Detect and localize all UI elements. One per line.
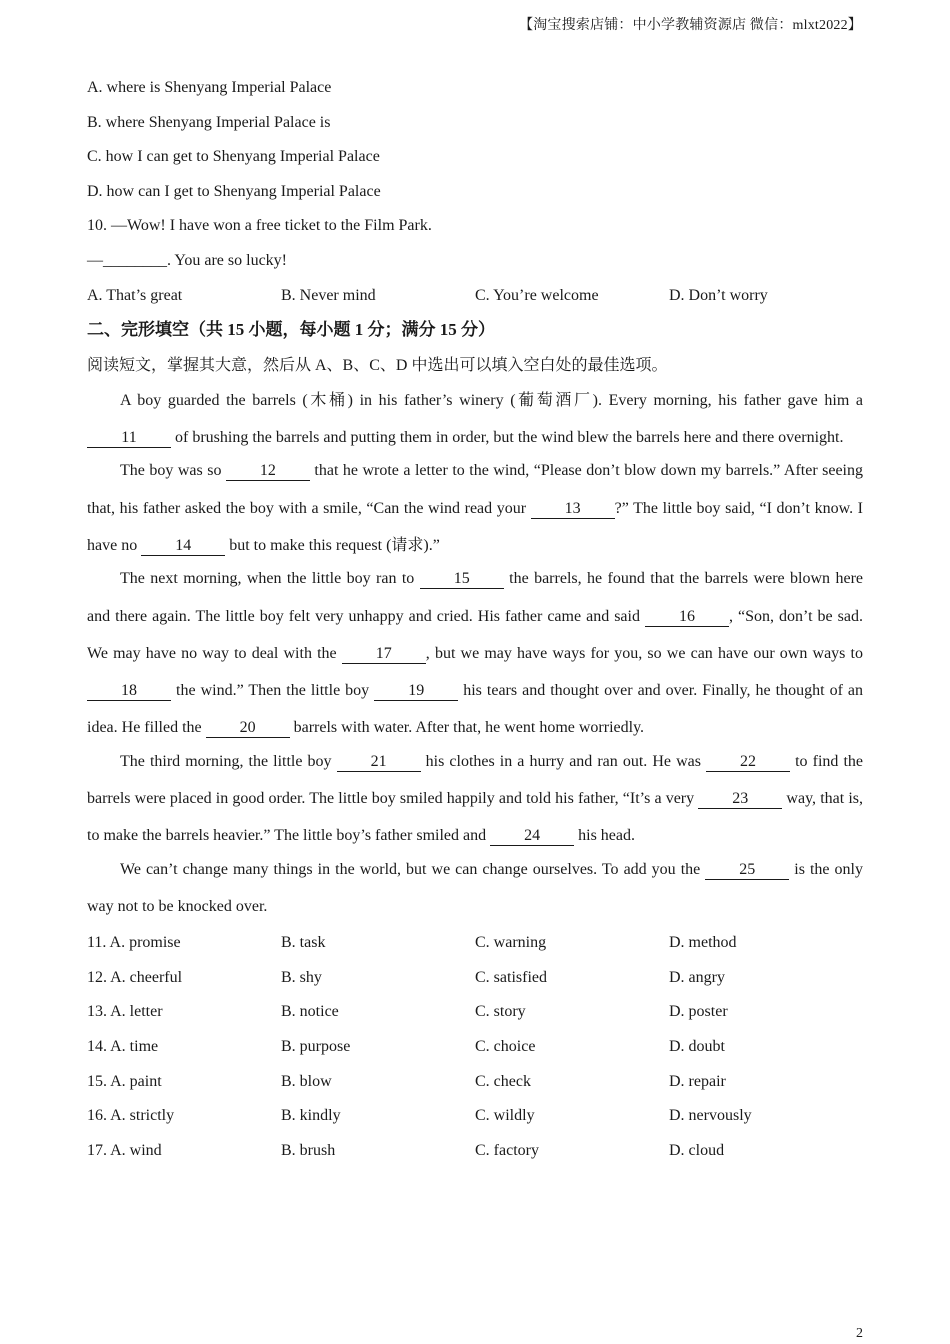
section-title: 二、完形填空（共 15 小题，每小题 1 分；满分 15 分）	[87, 320, 495, 340]
q10-option-a: A. That’s great	[87, 286, 183, 304]
option-b: B. blow	[281, 1072, 332, 1090]
option-a: 14. A. time	[87, 1037, 159, 1055]
q9-option-d: D. how can I get to Shenyang Imperial Palace	[87, 182, 381, 200]
blank-18: 18	[87, 682, 171, 701]
option-c: C. choice	[475, 1037, 536, 1055]
text: the barrels, he found that the barrels were blown here and there again. The little boy felt very unhappy and cried. His father came and said	[87, 570, 863, 625]
text: to find the barrels were placed in good order. The little boy smiled happily and told his father, “It’s a very	[87, 752, 864, 808]
blank-24: 24	[490, 827, 574, 846]
blank-15: 15	[420, 570, 504, 589]
blank-17: 17	[342, 645, 426, 664]
blank-13: 13	[531, 500, 615, 519]
option-a: 17. A. wind	[87, 1141, 162, 1159]
option-a: 12. A. cheerful	[87, 968, 183, 986]
q10-option-b: B. Never mind	[281, 286, 376, 304]
q10-prompt: 10. —Wow! I have won a free ticket to the Film Park.	[87, 217, 432, 235]
option-c: C. story	[475, 1003, 526, 1021]
blank-11: 11	[87, 429, 171, 448]
option-b: B. shy	[281, 968, 322, 986]
blank-23: 23	[698, 790, 782, 809]
text: barrels with water. After that, he went home worriedly.	[289, 719, 645, 737]
question-row-17	[87, 1141, 863, 1161]
option-c: C. check	[475, 1072, 531, 1090]
text: A boy guarded the barrels (木桶) in his father’s winery (葡萄酒厂). Every morning, his father gave him a	[120, 391, 863, 409]
question-row-12	[87, 968, 863, 988]
option-c: C. warning	[475, 934, 547, 952]
blank-16: 16	[645, 608, 729, 627]
option-b: B. purpose	[281, 1037, 351, 1055]
option-a: 13. A. letter	[87, 1003, 163, 1021]
option-d: D. cloud	[669, 1141, 725, 1159]
page-header: 【淘宝搜索店铺：中小学教辅资源店 微信：mlxt2022】	[519, 18, 862, 33]
option-b: B. task	[281, 934, 326, 952]
text: , “Son, don’t be sad. We may have no way to deal with the	[87, 607, 863, 662]
option-d: D. method	[669, 934, 737, 952]
blank-20: 20	[206, 719, 290, 738]
blank-25: 25	[705, 861, 789, 880]
text: the wind.” Then the little boy	[171, 682, 375, 700]
option-a: 16. A. strictly	[87, 1107, 175, 1125]
q9-option-c: C. how I can get to Shenyang Imperial Palace	[87, 148, 380, 166]
blank-19: 19	[374, 682, 458, 701]
option-b: B. brush	[281, 1141, 336, 1159]
option-d: D. doubt	[669, 1037, 725, 1055]
blank-21: 21	[337, 753, 421, 772]
q10-option-d: D. Don’t worry	[669, 286, 768, 304]
page-number: 2	[856, 1326, 863, 1341]
option-d: D. angry	[669, 968, 725, 986]
text: but to make this request (请求).”	[225, 536, 440, 554]
text: , but we may have ways for you, so we can have our own ways to	[425, 644, 863, 662]
passage-paragraph-3	[87, 560, 863, 746]
blank-14: 14	[141, 537, 225, 556]
option-b: B. kindly	[281, 1107, 341, 1125]
q10-options	[87, 286, 863, 306]
option-c: C. satisfied	[475, 968, 547, 986]
q10-response: —________. You are so lucky!	[87, 251, 287, 269]
question-row-11	[87, 933, 863, 953]
option-b: B. notice	[281, 1003, 339, 1021]
question-row-13	[87, 1002, 863, 1022]
blank-22: 22	[706, 753, 790, 772]
option-c: C. wildly	[475, 1107, 535, 1125]
text: The next morning, when the little boy ran to	[120, 570, 420, 588]
q9-option-b: B. where Shenyang Imperial Palace is	[87, 113, 331, 131]
document-body	[87, 78, 863, 1175]
text: his tears and thought over and over. Finally, he thought of an idea. He filled the	[87, 682, 864, 737]
passage-paragraph-5	[87, 851, 863, 926]
text: ?” The little boy said, “I don’t know. I have no	[87, 499, 863, 554]
question-row-16	[87, 1106, 863, 1126]
section-instruction: 阅读短文，掌握其大意，然后从 A、B、C、D 中选出可以填入空白处的最佳选项。	[87, 357, 668, 375]
text: The third morning, the little boy	[120, 752, 337, 770]
question-row-15	[87, 1072, 863, 1092]
text: way, that is, to make the barrels heavier.” The little boy’s father smiled and	[87, 790, 863, 845]
text: is the only way not to be knocked over.	[87, 860, 864, 915]
text: that he wrote a letter to the wind, “Please don’t blow down my barrels.” After seeing that, his father asked the boy with a smile, “Can the wind read your	[87, 462, 863, 517]
option-d: D. poster	[669, 1003, 728, 1021]
option-d: D. repair	[669, 1072, 726, 1090]
question-row-14	[87, 1037, 863, 1057]
passage-paragraph-1	[87, 382, 863, 457]
text: The boy was so	[120, 462, 226, 480]
passage-paragraph-2	[87, 452, 863, 564]
text: his head.	[574, 827, 635, 845]
option-a: 11. A. promise	[87, 934, 181, 952]
q9-option-a: A. where is Shenyang Imperial Palace	[87, 79, 332, 96]
blank-12: 12	[226, 462, 310, 481]
option-c: C. factory	[475, 1141, 539, 1159]
text: We can’t change many things in the world, but we can change ourselves. To add you the	[120, 860, 706, 878]
option-d: D. nervously	[669, 1107, 752, 1125]
option-a: 15. A. paint	[87, 1072, 162, 1090]
passage-paragraph-4	[87, 743, 863, 855]
text: his clothes in a hurry and ran out. He was	[420, 752, 707, 770]
question-options	[87, 933, 863, 1161]
q10-option-c: C. You’re welcome	[475, 286, 599, 304]
text: of brushing the barrels and putting them in order, but the wind blew the barrels here and there overnight.	[171, 429, 844, 447]
